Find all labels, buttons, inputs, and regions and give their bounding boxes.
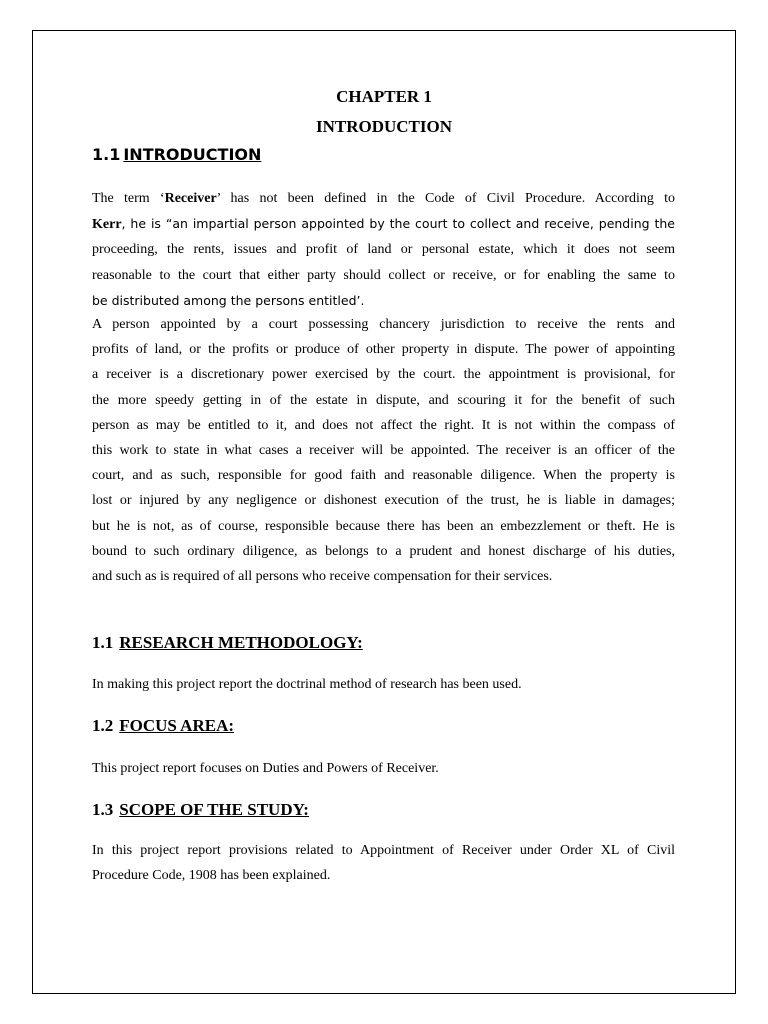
chapter-title: INTRODUCTION (315, 117, 453, 136)
introduction-paragraph-1 (92, 186, 675, 313)
paragraph-line: and such as is required of all persons who receive compensation for their services. (92, 569, 553, 585)
receiver-term: Receiver (164, 191, 217, 206)
section-heading-research-methodology (92, 633, 363, 653)
paragraph-line: this work to state in what cases a receiver will be appointed. The receiver is an officer of the (92, 443, 675, 459)
paragraph-line: A person appointed by a court possessing chancery jurisdiction to receive the rents and (92, 317, 675, 332)
section-number: 1.2 (92, 716, 114, 735)
paragraph-line: person as may be entitled to it, and does not affect the right. It is not within the compass of (92, 417, 675, 433)
paragraph-line (92, 211, 675, 237)
kerr-name: Kerr (92, 217, 122, 233)
text-run: , he is “an impartial person appointed by the court to collect and receive, pending the (121, 216, 675, 232)
section-title: RESEARCH METHODOLOGY: (119, 633, 363, 652)
paragraph-line: the more speedy getting in of the estate in dispute, and scouring it for the benefit of such (92, 392, 675, 408)
scope-text (92, 838, 675, 888)
text-run: ’ has not been defined in the Code of Civil Procedure. According to (216, 191, 675, 206)
section-title: INTRODUCTION (123, 145, 262, 164)
paragraph-line (92, 186, 675, 211)
focus-area-text: This project report focuses on Duties and Powers of Receiver. (92, 761, 439, 776)
paragraph-line: reasonable to the court that either party should collect or receive, or for enabling the same to (92, 267, 675, 283)
section-heading-scope (92, 800, 309, 820)
paragraph-line: In this project report provisions related to Appointment of Receiver under Order XL of Civil (92, 843, 675, 858)
section-title: SCOPE OF THE STUDY: (119, 800, 309, 819)
paragraph-line: proceeding, the rents, issues and profit of land or personal estate, which it does not seem (92, 242, 675, 258)
research-methodology-text: In making this project report the doctrinal method of research has been used. (92, 677, 522, 692)
paragraph-line: lost or injured by any negligence or dishonest execution of the trust, he is liable in damages; (92, 493, 675, 509)
section-title: FOCUS AREA: (119, 716, 235, 735)
chapter-number: CHAPTER 1 (336, 87, 432, 106)
paragraph-line: profits of land, or the profits or produce of other property in dispute. The power of appointing (92, 342, 675, 358)
section-number: 1.1 (92, 633, 114, 652)
paragraph-line: but he is not, as of course, responsible because there has been an embezzlement or theft. He is (92, 518, 675, 534)
section-number: 1.3 (92, 800, 114, 819)
paragraph-line: Procedure Code, 1908 has been explained. (92, 868, 331, 884)
paragraph-line: a receiver is a discretionary power exercised by the court. the appointment is provisional, for (92, 367, 675, 383)
section-heading-introduction (92, 145, 261, 164)
section-heading-focus-area (92, 716, 234, 736)
paragraph-line: court, and as such, responsible for good faith and reasonable diligence. When the property is (92, 468, 675, 484)
paragraph-line: bound to such ordinary diligence, as belongs to a prudent and honest discharge of his duties, (92, 543, 675, 559)
text-run: The term ‘ (92, 191, 165, 206)
introduction-paragraph-2 (92, 312, 675, 589)
section-number: 1.1 (92, 145, 121, 164)
paragraph-line: be distributed among the persons entitled’. (92, 292, 365, 308)
